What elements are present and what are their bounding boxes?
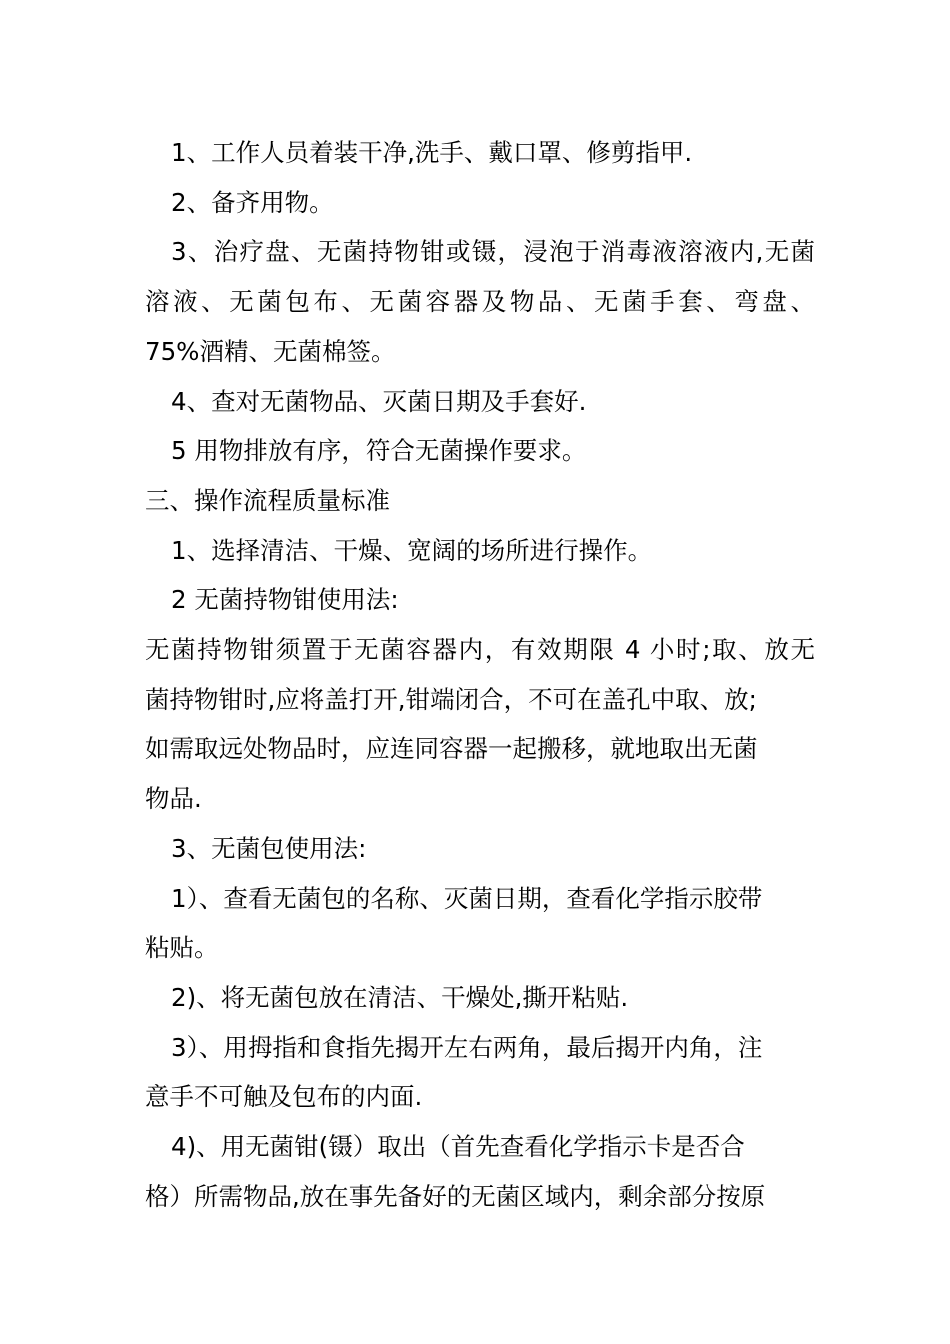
- text-line: 1）、查看无菌包的名称、灭菌日期，查看化学指示胶带: [171, 883, 763, 913]
- text-line: 4)、用无菌钳(镊）取出（首先查看化学指示卡是否合: [171, 1132, 745, 1162]
- text-line: 菌持物钳时,应将盖打开,钳端闭合，不可在盖孔中取、放;: [145, 684, 757, 714]
- text-line: 溶液、无菌包布、无菌容器及物品、无菌手套、弯盘、: [145, 287, 815, 317]
- text-line: 3、无菌包使用法:: [171, 833, 367, 863]
- text-line: 2)、将无菌包放在清洁、干燥处,撕开粘贴.: [171, 982, 629, 1012]
- text-line: 无菌持物钳须置于无菌容器内，有效期限 4 小时;取、放无: [145, 635, 815, 665]
- text-line: 4、查对无菌物品、灭菌日期及手套好.: [171, 386, 587, 416]
- text-line: 粘贴。: [145, 933, 219, 963]
- text-line: 如需取远处物品时，应连同容器一起搬移，就地取出无菌: [145, 734, 758, 764]
- text-line: 75%酒精、无菌棉签。: [145, 336, 396, 366]
- text-line: 物品.: [145, 784, 202, 814]
- text-line: 3）、用拇指和食指先揭开左右两角，最后揭开内角，注: [171, 1032, 763, 1062]
- text-line: 意手不可触及包布的内面.: [145, 1082, 423, 1112]
- text-line: 2、备齐用物。: [171, 187, 334, 217]
- text-line: 1、选择清洁、干燥、宽阔的场所进行操作。: [171, 535, 653, 565]
- section-heading: 三、操作流程质量标准: [145, 485, 390, 515]
- text-line: 5 用物排放有序，符合无菌操作要求。: [171, 436, 587, 466]
- text-line: 3、治疗盘、无菌持物钳或镊，浸泡于消毒液溶液内,无菌: [171, 237, 815, 267]
- text-line: 格）所需物品,放在事先备好的无菌区域内，剩余部分按原: [145, 1181, 766, 1211]
- document-body: [145, 128, 815, 1221]
- text-line: 2 无菌持物钳使用法:: [171, 585, 399, 615]
- text-line: 1、工作人员着装干净,洗手、戴口罩、修剪指甲.: [171, 138, 693, 167]
